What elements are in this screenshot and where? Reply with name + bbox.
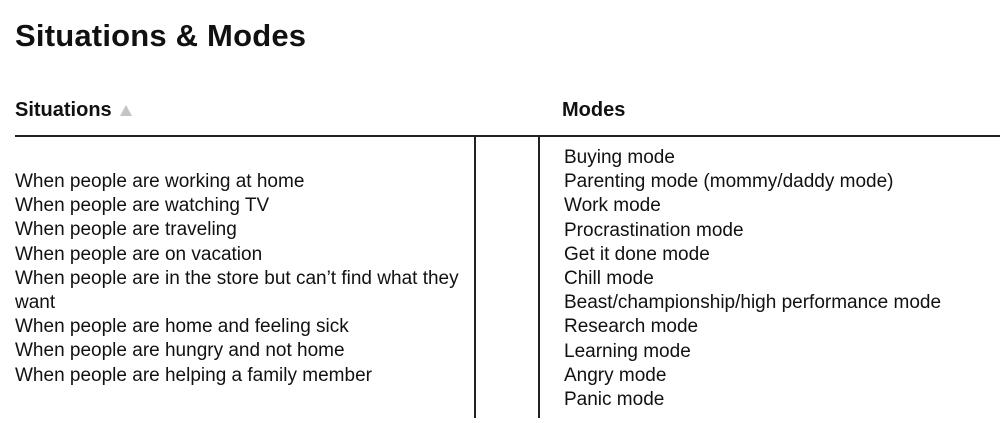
column-divider-left bbox=[474, 137, 476, 418]
situation-item: When people are watching TV bbox=[15, 195, 270, 217]
mode-item: Buying mode bbox=[564, 147, 675, 168]
situation-item: When people are helping a family member bbox=[15, 364, 372, 386]
situation-item: When people are in the store but can’t find what they want bbox=[15, 267, 459, 314]
situation-item: When people are hungry and not home bbox=[15, 340, 345, 362]
mode-item: Research mode bbox=[564, 316, 699, 338]
situation-item: When people are traveling bbox=[15, 219, 237, 241]
column-divider-right bbox=[538, 137, 540, 418]
mode-item: Panic mode bbox=[564, 389, 665, 411]
situation-item: When people are home and feeling sick bbox=[15, 316, 349, 338]
sort-ascending-icon[interactable] bbox=[120, 105, 132, 116]
page-title: Situations & Modes bbox=[15, 18, 307, 53]
mode-item: Chill mode bbox=[564, 268, 654, 290]
situation-item: When people are working at home bbox=[15, 171, 305, 192]
column-header-modes[interactable] bbox=[562, 96, 625, 124]
modes-cell bbox=[564, 146, 994, 412]
situations-cell bbox=[15, 170, 460, 388]
column-header-situations[interactable] bbox=[15, 96, 132, 124]
mode-item: Beast/championship/high performance mode bbox=[564, 292, 942, 314]
mode-item: Parenting mode (mommy/daddy mode) bbox=[564, 171, 894, 193]
mode-item: Procrastination mode bbox=[564, 219, 744, 241]
header-divider bbox=[15, 135, 1000, 137]
mode-item: Learning mode bbox=[564, 340, 691, 362]
situation-item: When people are on vacation bbox=[15, 243, 263, 265]
mode-item: Work mode bbox=[564, 195, 661, 217]
column-header-modes-label: Modes bbox=[562, 99, 626, 121]
mode-item: Angry mode bbox=[564, 364, 667, 386]
mode-item: Get it done mode bbox=[564, 243, 710, 265]
column-header-situations-label: Situations bbox=[15, 99, 112, 121]
